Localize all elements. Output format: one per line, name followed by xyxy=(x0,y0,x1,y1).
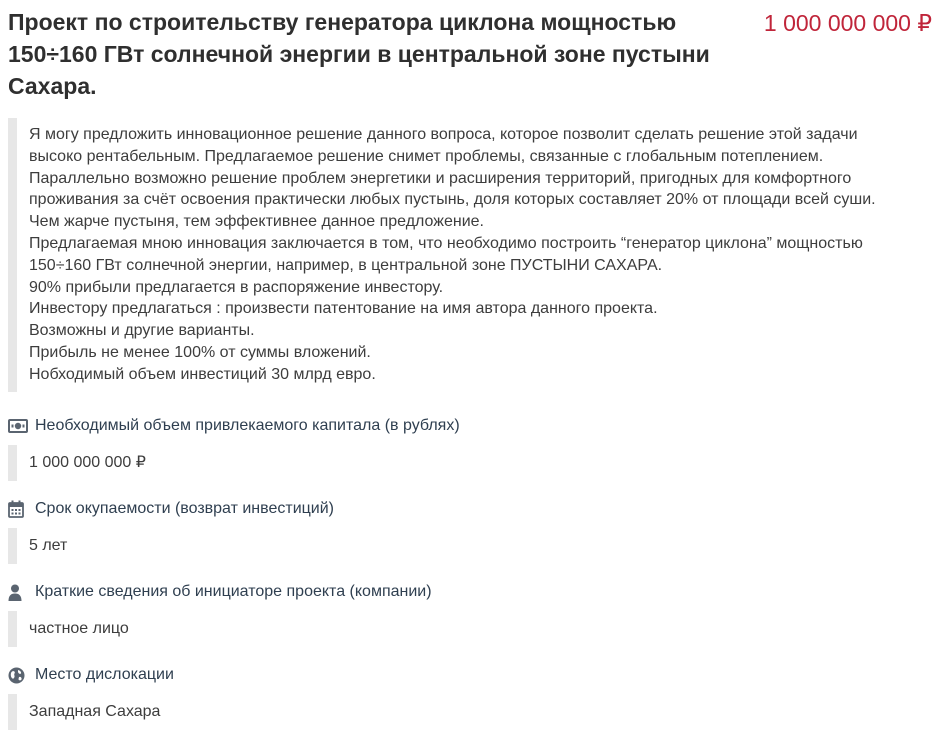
project-title: Проект по строительству генератора циклона мощностью 150÷160 ГВт солнечной энергии в центральной зоне пустыни Сахара. xyxy=(8,9,710,99)
globe-icon xyxy=(8,665,28,685)
info-initiator-header xyxy=(8,581,918,603)
project-header xyxy=(8,6,932,102)
info-location-label: Место дислокации xyxy=(35,666,174,683)
info-initiator-label: Краткие сведения об инициаторе проекта (компании) xyxy=(35,583,432,600)
description-line: высоко рентабельным. Предлагаемое решение снимет проблемы, связанные с глобальным потеплением. xyxy=(29,147,824,165)
description-line: 90% прибыли предлагается в распоряжение инвестору. xyxy=(29,278,444,296)
project-description xyxy=(8,118,918,392)
description-line: Нобходимый объем инвестиций 30 млрд евро. xyxy=(29,365,376,383)
money-icon xyxy=(8,416,28,436)
info-initiator xyxy=(8,581,918,647)
user-icon xyxy=(8,582,28,602)
description-line: Чем жарче пустыня, тем эффективнее данное предложение. xyxy=(29,213,484,231)
info-payback xyxy=(8,498,918,564)
info-payback-label: Срок окупаемости (возврат инвестиций) xyxy=(35,500,334,517)
project-price: 1 000 000 000 ₽ xyxy=(763,10,932,36)
description-line: Возможны и другие варианты. xyxy=(29,322,255,340)
info-payback-value: 5 лет xyxy=(8,528,918,564)
description-line: Параллельно возможно решение проблем энергетики и расширения территорий, пригодных для комфортного xyxy=(29,169,852,187)
description-line: Прибыль не менее 100% от суммы вложений. xyxy=(29,343,371,361)
info-location xyxy=(8,664,918,730)
calendar-icon xyxy=(8,499,28,519)
info-capital-header xyxy=(8,415,918,437)
info-location-header xyxy=(8,664,918,686)
info-payback-header xyxy=(8,498,918,520)
info-capital-label: Необходимый объем привлекаемого капитала (в рублях) xyxy=(35,417,460,434)
description-line: 150÷160 ГВт солнечной энергии, например, в центральной зоне ПУСТЫНИ САХАРА. xyxy=(29,256,663,274)
info-location-value: Западная Сахара xyxy=(8,694,918,730)
description-line: проживания за счёт освоения практически любых пустынь, доля которых составляет 20% от площади всей суши. xyxy=(29,191,876,209)
info-initiator-value: частное лицо xyxy=(8,611,918,647)
info-capital-value: 1 000 000 000 ₽ xyxy=(8,445,918,481)
description-line: Инвестору предлагаться : произвести патентование на имя автора данного проекта. xyxy=(29,300,658,318)
info-capital xyxy=(8,415,918,481)
description-line: Предлагаемая мною инновация заключается в том, что необходимо построить “генератор циклона” мощностью xyxy=(29,234,863,252)
description-line: Я могу предложить инновационное решение данного вопроса, которое позволит сделать решение этой задачи xyxy=(29,126,858,143)
